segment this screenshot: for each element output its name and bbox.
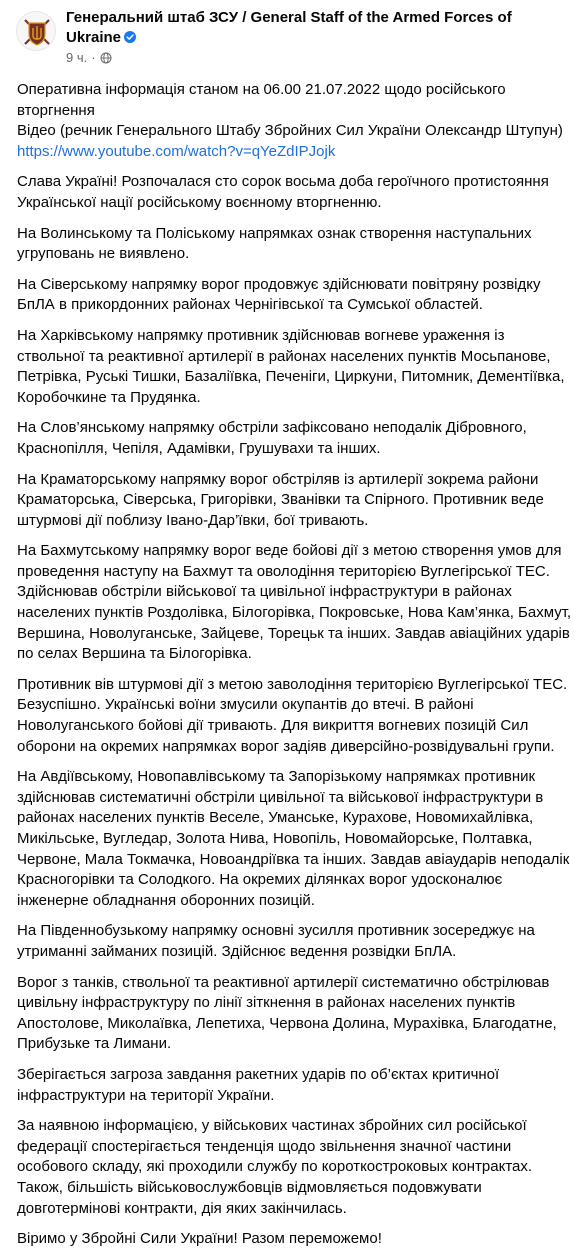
paragraph: Противник вів штурмові дії з метою заволодіння територією Вуглегірської ТЕС. Безуспішно. Українські воїни змусили окупантів до втечі. В районі Новолуганського бойові дії тривають. Для викриття вогневих позицій Сил оборони на окремих напрямках ворог задіяв диверсійно-розвідувальні групи. (17, 675, 568, 755)
paragraph: На Волинському та Поліському напрямках ознак створення наступальних угруповань не виявлено. (17, 224, 532, 263)
paragraph: Віримо у Збройні Сили України! Разом переможемо! (17, 1230, 382, 1248)
paragraph: На Сіверському напрямку ворог продовжує здійснювати повітряну розвідку БпЛА в прикордонних районах Чернігівської та Сумської областей. (17, 275, 541, 314)
page-avatar[interactable] (16, 11, 56, 51)
post-intro (17, 80, 572, 162)
paragraph: На Бахмутському напрямку ворог веде бойові дії з метою створення умов для проведення наступу на Бахмут та оволодіння територією Вуглегірської ТЕС. Здійснював обстріли військової та цивільної інфраструктури в районах населених пунктів Роздолівка, Білогорівка, Покровське, Нова Кам’янка, Бахмут, Вершина, Новолуганське, Зайцеве, Торецьк та інших. Завдав авіаційних ударів по селах Вершина та Білогорівка. (17, 542, 572, 663)
paragraph: На Краматорському напрямку ворог обстріляв із артилерії зокрема райони Краматорська, Сіверська, Григорівки, Званівки та Спірного. Противник веде штурмові дії поблизу Івано-Дар’ївки, бої тривають. (17, 470, 544, 529)
verified-badge-icon (124, 31, 136, 43)
post-body (17, 80, 572, 1260)
intro-video-credit: Відео (речник Генерального Штабу Збройних Сил України Олександр Штупун) (17, 122, 563, 140)
paragraph: Зберігається загроза завдання ракетних ударів по об’єктах критичної інфраструктури на території України. (17, 1065, 500, 1104)
paragraph: На Слов’янському напрямку обстріли зафіксовано неподалік Дібровного, Краснопілля, Чепіля, Адамівки, Грушувахи та інших. (17, 419, 527, 457)
paragraph: Слава Україні! Розпочалася сто сорок восьма доба героїчного протистояння Української нації російському воєнному вторгненню. (17, 173, 549, 211)
meta-separator: · (91, 50, 96, 65)
page-name[interactable]: Генеральний штаб ЗСУ / General Staff of the Armed Forces of Ukraine (66, 9, 512, 46)
paragraph: На Харківському напрямку противник здійснював вогневе ураження із ствольної та реактивної артилерії в районах населених пунктів Мосьпанове, Петрівка, Руські Тишки, Базаліївка, Печеніги, Циркуни, Питомник, Дементіївка, Коробочкине та Прудянка. (17, 326, 565, 406)
armed-forces-emblem-icon (17, 12, 56, 51)
intro-title: Оперативна інформація станом на 06.00 21.07.2022 щодо російського вторгнення (17, 81, 506, 119)
youtube-link[interactable]: https://www.youtube.com/watch?v=qYeZdIPJojk (17, 142, 336, 160)
paragraph: Ворог з танків, ствольної та реактивної артилерії систематично обстрілював цивільну інфраструктуру по лінії зіткнення в районах населених пунктів Апостолове, Миколаївка, Лепетиха, Червона Долина, Мурахівка, Благодатне, Прибузьке та Лимани. (17, 973, 557, 1053)
paragraph: На Авдіївському, Новопавлівському та Запорізькому напрямках противник здійснював систематичні обстріли цивільної та військової інфраструктури в районах населених пунктів Веселе, Уманське, Курахове, Новомихайлівка, Микільське, Вугледар, Золота Нива, Новопіль, Новомайорське, Полтавка, Червоне, Мала Токмачка, Новоандріївка та інших. Завдав авіаударів неподалік Красногорівки та Солодкого. На окремих ділянках ворог удосконалює інженерне обладнання оборонних позицій. (17, 768, 570, 909)
post-meta (66, 50, 112, 66)
paragraph: На Південнобузькому напрямку основні зусилля противник зосереджує на утриманні займаних позицій. Здійснює ведення розвідки БпЛА. (17, 922, 535, 960)
globe-icon (100, 52, 112, 64)
paragraph: За наявною інформацією, у військових частинах збройних сил російської федерації спостерігається тенденція щодо звільнення значної частини особового складу, які проходили службу по короткостроковых контрактах. Також, більшість військовослужбовців відмовляється подовжувати довготермінові контракти, дія яких закінчилась. (17, 1117, 533, 1217)
page-name-link[interactable] (66, 8, 556, 48)
post-time[interactable]: 9 ч. (66, 50, 88, 65)
post-header (0, 0, 585, 78)
